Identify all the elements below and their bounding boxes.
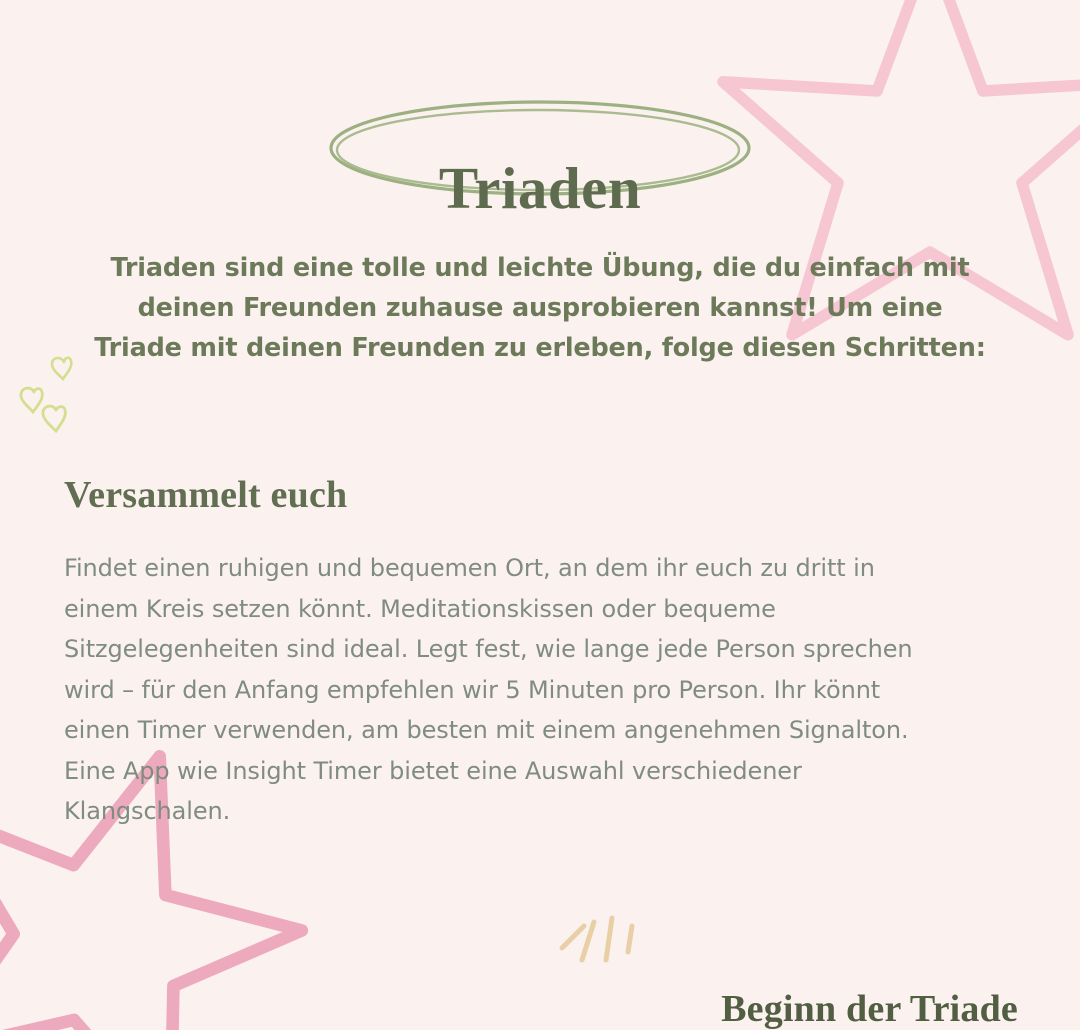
section-heading-versammelt-euch: Versammelt euch <box>64 473 348 516</box>
section-heading-beginn-der-triade: Beginn der Triade <box>721 987 1018 1030</box>
hearts-doodle-icon <box>8 348 98 458</box>
intro-paragraph: Triaden sind eine tolle und leichte Übung, die du einfach mit deinen Freunden zuhause ausprobieren kannst! Um eine Triade mit deinen Freunden zu erleben, folge diesen Schritten: <box>94 252 986 363</box>
page-title: Triaden <box>438 154 642 221</box>
sparkle-doodle-icon <box>548 864 658 974</box>
body-paragraph: Findet einen ruhigen und bequemen Ort, an dem ihr euch zu dritt in einem Kreis setzen könnt. Meditationskissen oder bequeme Sitzgelegenheiten sind ideal. Legt fest, wie lange jede Person sprechen wird – für den Anfang empfehlen wir 5 Minuten pro Person. Ihr könnt einen Timer verwenden, am besten mit einem angenehmen Signalton. Eine App wie Insight Timer bietet eine Auswahl verschiedener Klangschalen. <box>64 554 913 825</box>
